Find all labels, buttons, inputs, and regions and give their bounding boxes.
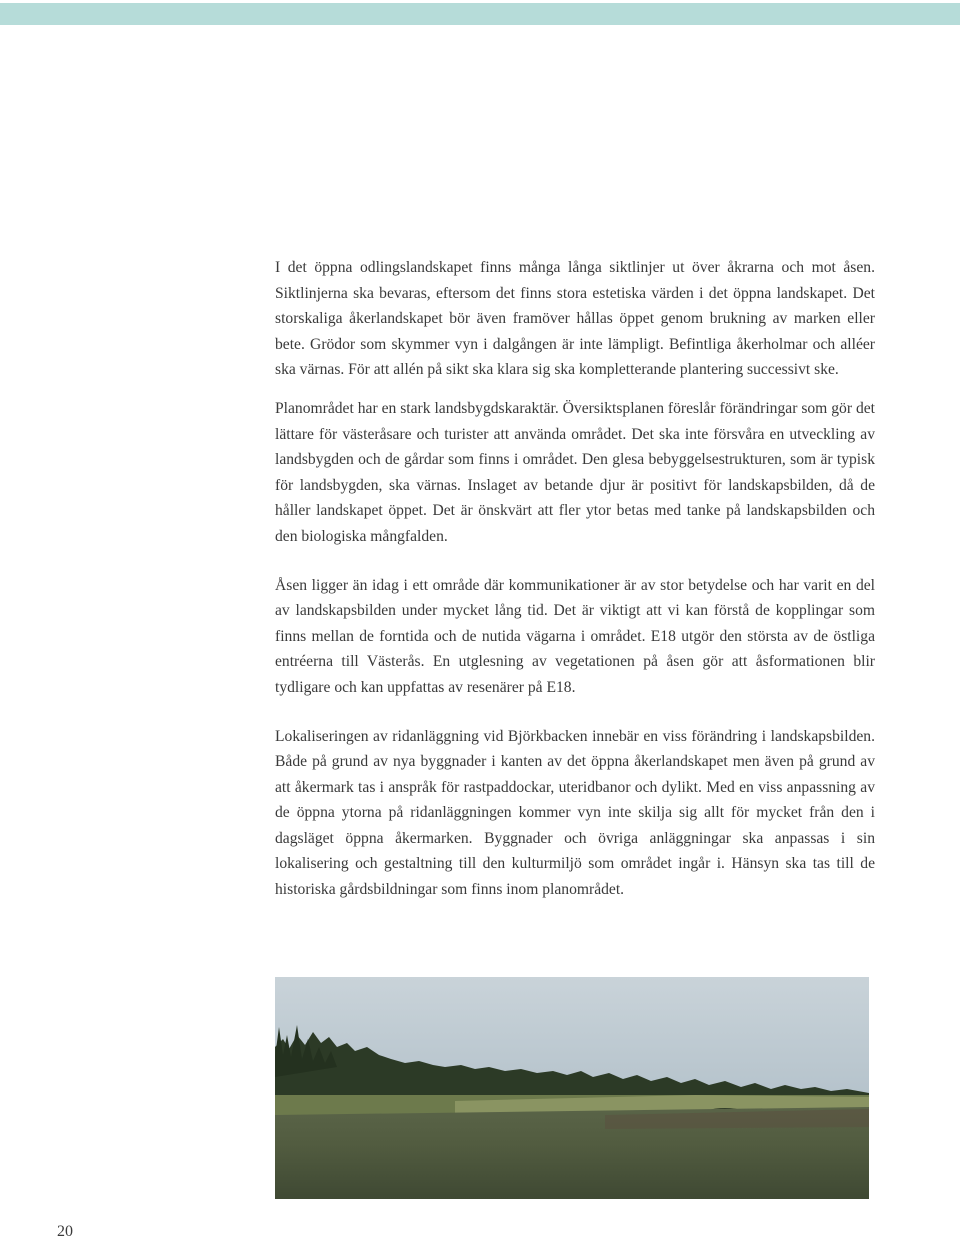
landscape-photo (275, 977, 869, 1199)
landscape-photo-illustration (275, 977, 869, 1199)
paragraph-rural-character: Planområdet har en stark landsbygdskaraktär. Översiktsplanen föreslår förändringar som gör det lättare för västeråsare och turister att använda området. Det ska inte försvåra en utveckling av landsbygden och de gårdar som finns i området. Den glesa bebyggelsestrukturen, som är typisk för landsbygden, ska värnas. Inslaget av betande djur är positivt för landskapsbilden, då de håller landskapet öppet. Det är önskvärt att fler ytor betas med tanke på landskapsbilden och den biologiska mångfalden. (275, 399, 875, 545)
paragraph-ridge-communications: Åsen ligger än idag i ett område där kommunikationer är av stor betydelse och har varit en del av landskapsbilden under mycket lång tid. Det är viktigt att vi kan förstå de kopplingar som finns mellan de forntida och de nutida vägarna i området. E18 utgör den största av de östliga entréerna till Västerås. En utglesning av vegetationen på åsen gör att åsformationen blir tydligare och kan uppfattas av resenärer på E18. (275, 576, 875, 696)
paragraph-riding-facility: Lokaliseringen av ridanläggning vid Björkbacken innebär en viss förändring i landskapsbilden. Både på grund av nya byggnader i kanten av det öppna åkerlandskapet men även på grund av att åkermark tas i anspråk för rastpaddockar, uteridbanor och dylikt. Med en viss anpassning av de öppna ytorna på ridanläggningen kommer vyn inte skilja sig allt för mycket från den i dagsläget öppna åkermarken. Byggnader och övriga anläggningar ska anpassas i sin lokalisering och gestaltning till den kulturmiljö som området ingår i. Hänsyn ska tas till de historiska gårdsbildningar som finns inom planområdet. (275, 727, 875, 899)
page-number: 20 (57, 1223, 73, 1240)
body-text (275, 255, 875, 916)
top-color-band (0, 3, 960, 25)
paragraph-sightlines: I det öppna odlingslandskapet finns många långa siktlinjer ut över åkrarna och mot åsen. Siktlinjerna ska bevaras, eftersom det finns stora estetiska värden i det öppna landskapet. Det storskaliga åkerlandskapet bör även framöver hållas öppet genom brukning av marken eller bete. Grödor som skymmer vyn i dalgången är inte lämpligt. Befintliga åkerholmar och alléer ska värnas. För att allén på sikt ska klara sig ska kompletterande plantering successivt ske. (275, 259, 875, 379)
